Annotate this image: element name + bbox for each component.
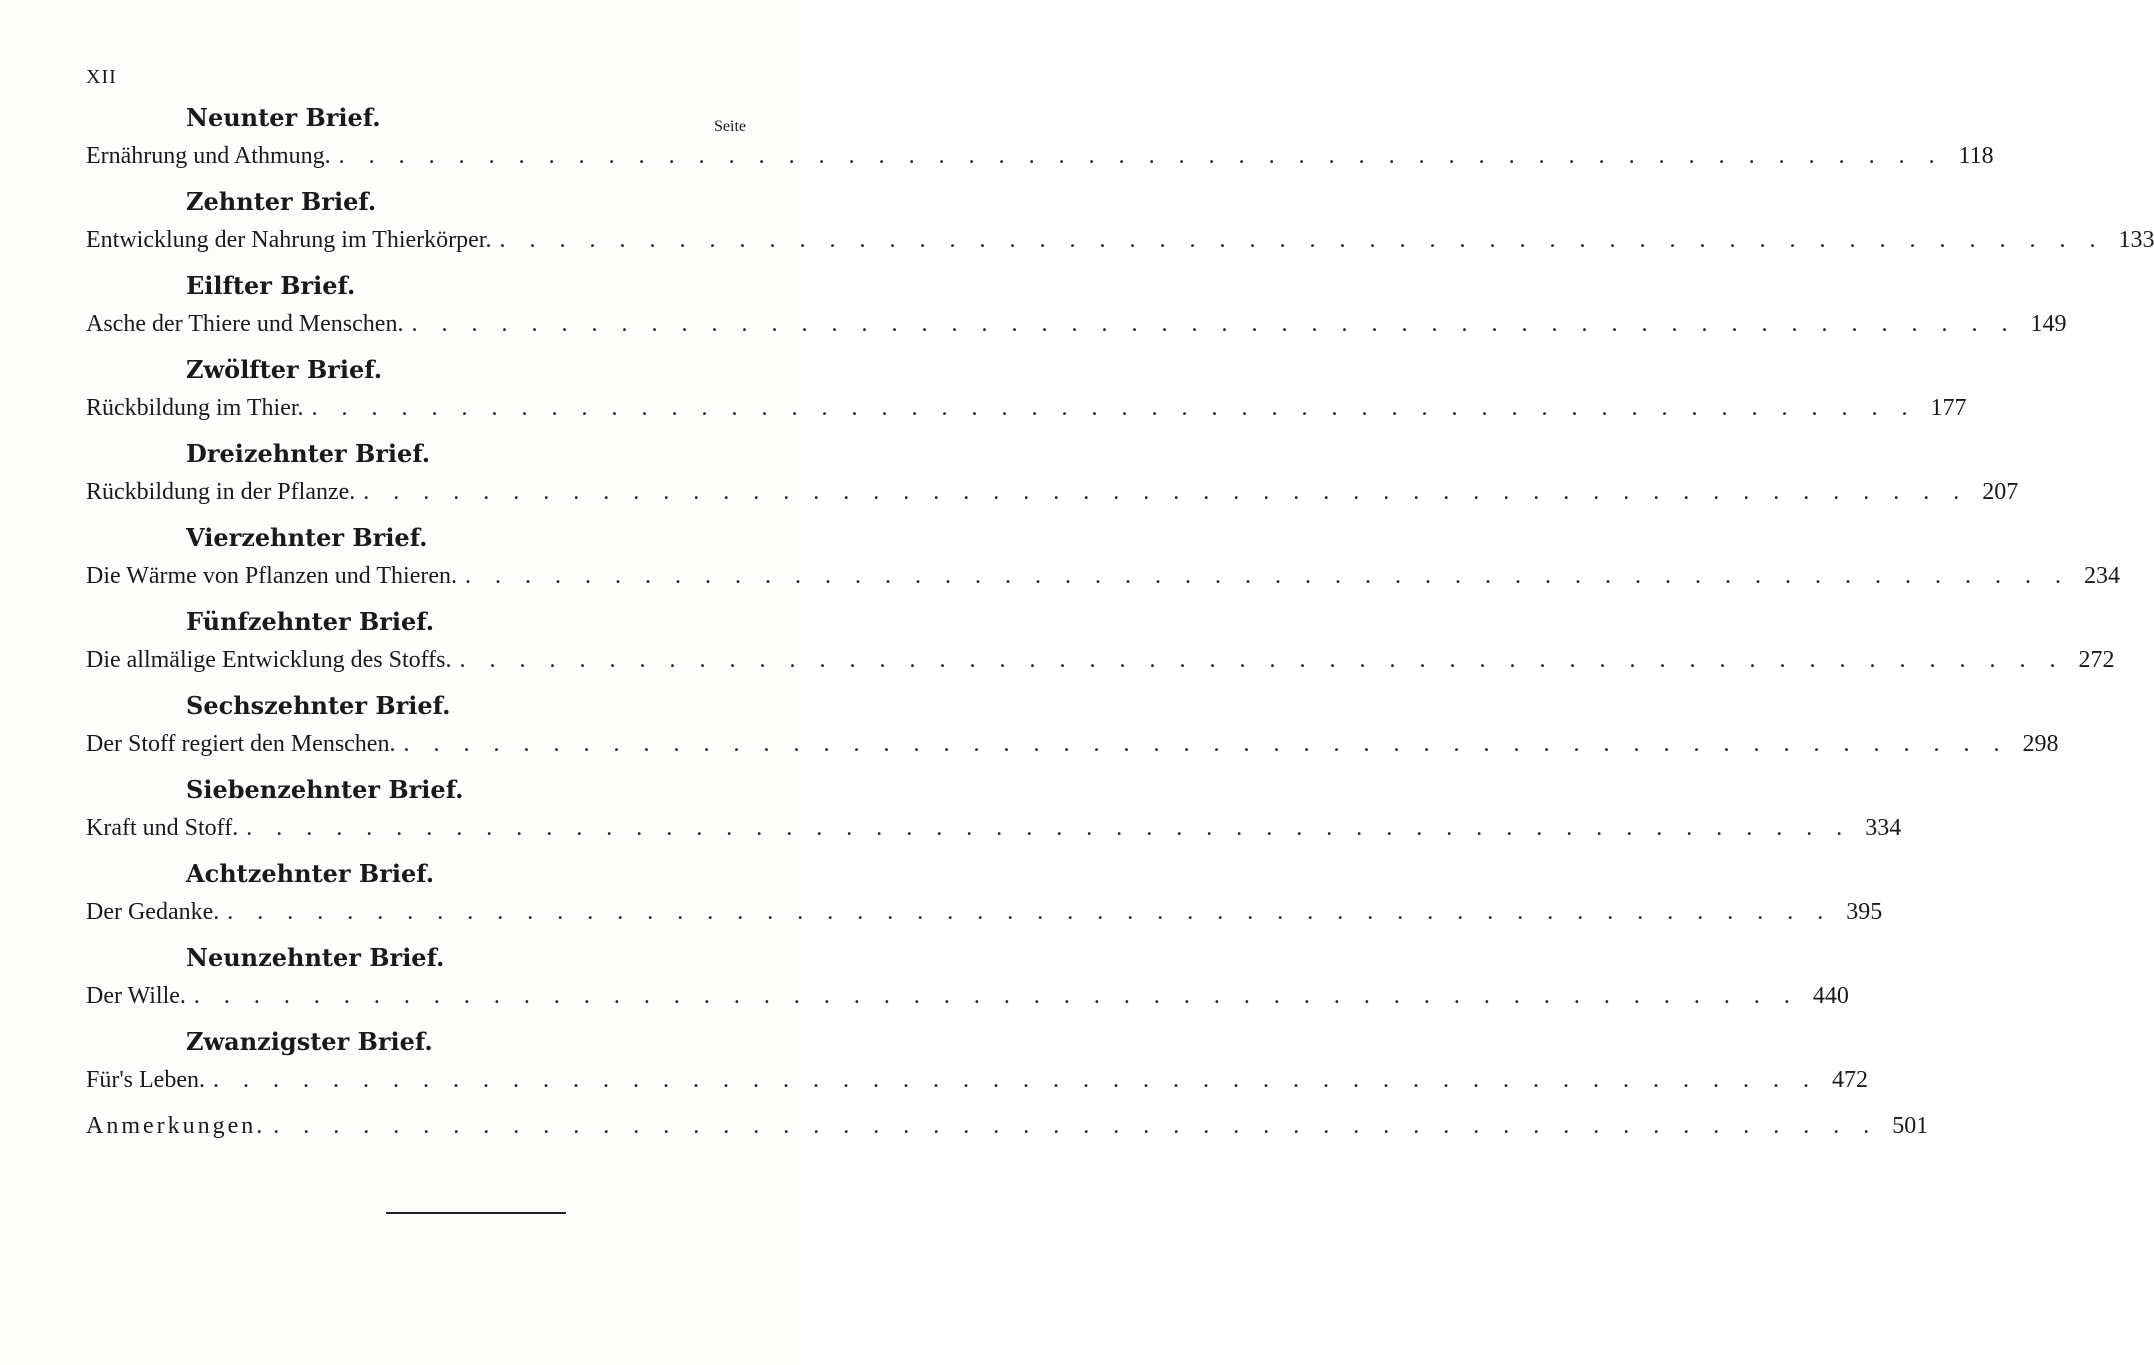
chapter-title: Für's Leben. xyxy=(86,1067,205,1093)
toc-line xyxy=(86,1064,1868,1096)
toc-entry-20 xyxy=(86,1026,1868,1110)
chapter-title: Der Wille. xyxy=(86,983,186,1009)
toc-entry-16 xyxy=(86,690,2059,774)
toc-entry-11 xyxy=(86,270,2067,354)
chapter-title: Asche der Thiere und Menschen. xyxy=(86,311,404,337)
chapter-title: Kraft und Stoff. xyxy=(86,815,239,841)
toc-line xyxy=(86,308,2067,340)
page-reference: 133 xyxy=(2118,227,2154,253)
page-reference: 395 xyxy=(1846,899,1883,925)
seite-label: Seite xyxy=(714,118,746,135)
letter-heading: Neunter Brief. xyxy=(186,103,381,132)
toc-entry-19 xyxy=(86,942,1849,1026)
toc-entry-15 xyxy=(86,606,2115,690)
dot-leader: . . . . . . . . . . . . . . . . . . . . . . . . . . . . . . . . . . . . . . . . . . . . . . . . . . . . . . xyxy=(273,1113,1879,1139)
toc-entry-17 xyxy=(86,774,1902,858)
toc-line xyxy=(86,980,1849,1012)
dot-leader: . . . . . . . . . . . . . . . . . . . . . . . . . . . . . . . . . . . . . . . . . . . . . . . . . . . . . . xyxy=(338,143,1944,169)
toc-line xyxy=(86,224,2154,256)
page-reference: 207 xyxy=(1982,479,2019,505)
toc-entry-12 xyxy=(86,354,1967,438)
page-reference: 177 xyxy=(1930,395,1967,421)
page-reference: 149 xyxy=(2030,311,2067,337)
dot-leader: . . . . . . . . . . . . . . . . . . . . . . . . . . . . . . . . . . . . . . . . . . . . . . . . . . . . . . xyxy=(411,311,2017,337)
toc-line xyxy=(86,140,1994,172)
letter-heading: Siebenzehnter Brief. xyxy=(186,775,464,804)
dot-leader: . . . . . . . . . . . . . . . . . . . . . . . . . . . . . . . . . . . . . . . . . . . . . . . . . . . . . . xyxy=(212,1067,1818,1093)
dot-leader: . . . . . . . . . . . . . . . . . . . . . . . . . . . . . . . . . . . . . . . . . . . . . . . . . . . . . . xyxy=(311,395,1917,421)
toc-entry-anmerkungen xyxy=(86,1110,1929,1150)
dot-leader: . . . . . . . . . . . . . . . . . . . . . . . . . . . . . . . . . . . . . . . . . . . . . . . . . . . . . . xyxy=(465,563,2070,589)
page-reference: 234 xyxy=(2084,563,2120,589)
chapter-title: Rückbildung in der Pflanze. xyxy=(86,479,356,505)
toc-line xyxy=(86,812,1902,844)
letter-heading: Vierzehnter Brief. xyxy=(186,523,428,552)
page-reference: 501 xyxy=(1892,1113,1929,1139)
letter-heading: Zwölfter Brief. xyxy=(186,355,383,384)
toc-line xyxy=(86,560,2120,592)
page-reference: 472 xyxy=(1831,1067,1868,1093)
letter-heading: Sechszehnter Brief. xyxy=(186,691,451,720)
letter-heading: Fünfzehnter Brief. xyxy=(186,607,435,636)
toc-entry-13 xyxy=(86,438,2019,522)
page-reference: 440 xyxy=(1812,983,1849,1009)
letter-heading: Eilfter Brief. xyxy=(186,271,356,300)
dot-leader: . . . . . . . . . . . . . . . . . . . . . . . . . . . . . . . . . . . . . . . . . . . . . . . . . . . . . . xyxy=(227,899,1833,925)
chapter-title: Die allmälige Entwicklung des Stoffs. xyxy=(86,647,452,673)
letter-heading: Neunzehnter Brief. xyxy=(186,943,445,972)
chapter-title: Entwicklung der Nahrung im Thierkörper. xyxy=(86,227,492,253)
page-reference: 298 xyxy=(2022,731,2059,757)
dot-leader: . . . . . . . . . . . . . . . . . . . . . . . . . . . . . . . . . . . . . . . . . . . . . . . . . . . . . . xyxy=(363,479,1969,505)
toc-entry-9 xyxy=(86,102,1994,186)
letter-heading: Zehnter Brief. xyxy=(186,187,377,216)
page-reference: 334 xyxy=(1865,815,1902,841)
toc-line xyxy=(86,896,1883,928)
chapter-title: Der Gedanke. xyxy=(86,899,220,925)
closing-rule xyxy=(386,1212,566,1214)
letter-heading: Zwanzigster Brief. xyxy=(186,1027,433,1056)
dot-leader: . . . . . . . . . . . . . . . . . . . . . . . . . . . . . . . . . . . . . . . . . . . . . . . . . . . . . . xyxy=(246,815,1852,841)
letter-heading: Dreizehnter Brief. xyxy=(186,439,431,468)
page-reference: 118 xyxy=(1958,143,1994,169)
page-number: XII xyxy=(86,66,117,88)
toc-line xyxy=(86,728,2059,760)
toc-line xyxy=(86,644,2115,676)
page-reference: 272 xyxy=(2078,647,2115,673)
chapter-title: Der Stoff regiert den Menschen. xyxy=(86,731,396,757)
toc-entry-14 xyxy=(86,522,2120,606)
toc-line xyxy=(86,1110,1929,1142)
table-of-contents xyxy=(86,102,2154,1150)
toc-entry-18 xyxy=(86,858,1883,942)
chapter-title: Anmerkungen. xyxy=(86,1113,266,1139)
dot-leader: . . . . . . . . . . . . . . . . . . . . . . . . . . . . . . . . . . . . . . . . . . . . . . . . . . . . . . xyxy=(499,227,2105,253)
dot-leader: . . . . . . . . . . . . . . . . . . . . . . . . . . . . . . . . . . . . . . . . . . . . . . . . . . . . . . xyxy=(403,731,2009,757)
dot-leader: . . . . . . . . . . . . . . . . . . . . . . . . . . . . . . . . . . . . . . . . . . . . . . . . . . . . . . xyxy=(193,983,1799,1009)
toc-line xyxy=(86,392,1967,424)
dot-leader: . . . . . . . . . . . . . . . . . . . . . . . . . . . . . . . . . . . . . . . . . . . . . . . . . . . . . . xyxy=(459,647,2065,673)
chapter-title: Die Wärme von Pflanzen und Thieren. xyxy=(86,563,457,589)
chapter-title: Ernährung und Athmung. xyxy=(86,143,331,169)
toc-line xyxy=(86,476,2019,508)
letter-heading: Achtzehnter Brief. xyxy=(186,859,435,888)
chapter-title: Rückbildung im Thier. xyxy=(86,395,304,421)
toc-entry-10 xyxy=(86,186,2154,270)
